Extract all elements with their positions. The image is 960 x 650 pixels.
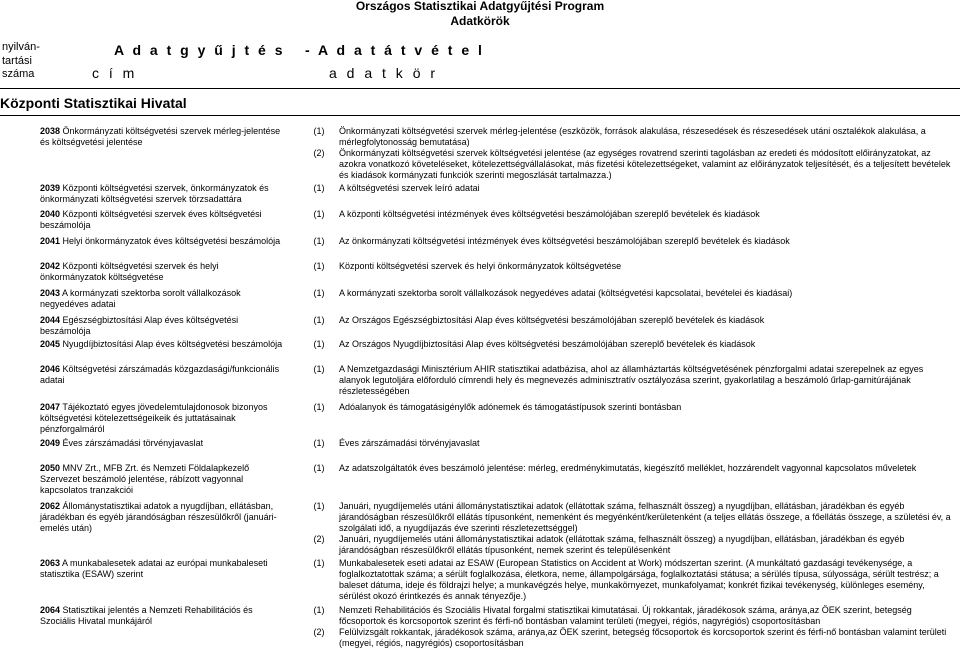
entry-title-text: Statisztikai jelentés a Nemzeti Rehabilitációs és Szociális Hivatal munkájáról: [40, 605, 253, 626]
section-divider: [0, 115, 960, 116]
entry-title-text: MNV Zrt., MFB Zrt. és Nemzeti Földalapkezelő Szervezet beszámoló jelentése, rábízott vagyonnal kapcsolatos tranzakciói: [40, 463, 250, 495]
item-ref-number: (1): [313, 209, 325, 219]
item-ref-number: (2): [313, 627, 325, 637]
entry-title-text: A kormányzati szektorba sorolt vállalkozások negyedéves adatai: [40, 288, 241, 309]
entry-title: [40, 402, 285, 435]
record-number-label-line: tartási: [2, 54, 32, 67]
entry-title-text: Központi költségvetési szervek éves költségvetési beszámolója: [40, 209, 262, 230]
entry-code: 2040: [40, 209, 61, 219]
item-description: A költségvetési szervek leíró adatai: [339, 183, 480, 193]
record-number-label-line: száma: [2, 68, 35, 80]
entry-title-text: Önkormányzati költségvetési szervek mérleg-jelentése és költségvetési jelentése: [40, 126, 281, 147]
item-description: Önkormányzati költségvetési szervek mérleg-jelentése (eszközök, források alakulása, részesedések és részesedések utáni osztalékok alakulása, a mérlegfolytonosság bemutatása): [339, 126, 926, 147]
entry-code: 2039: [40, 183, 61, 193]
entry-title-text: Egészségbiztosítási Alap éves költségvetési beszámolója: [40, 315, 239, 336]
entry-title: [40, 315, 285, 337]
item-ref-number: (1): [313, 501, 325, 511]
item-ref-number: (2): [313, 148, 325, 158]
entry-title-text: Központi költségvetési szervek, önkormányzatok és önkormányzati költségvetési szervek törzsadattára: [40, 183, 269, 204]
entry-code: 2062: [40, 501, 61, 511]
item-ref-number: (1): [313, 261, 325, 271]
entry-title-text: Tájékoztató egyes jövedelemtulajdonosok bizonyos költségvetési kötelezettségeikeik és juttatásainak pénzforgalmáról: [40, 402, 268, 434]
item-description: Önkormányzati költségvetési szervek költségvetési jelentése (az egységes rovatrend szerinti tagolásban az eredeti és módosított előirányzatokat, az azokra vonatkozó követeléseket, kötelezettségvállalásokat, más fizetési kötelezettségeket, valamint az előirányzatok teljesítését, és a teljesített bevételek és kiadások kormányzati funkciók szerinti megoszlását tartalmazza.): [339, 148, 951, 180]
entry-code: 2049: [40, 438, 61, 448]
entry-title-text: Éves zárszámadási törvényjavaslat: [62, 438, 204, 448]
entry-title-text: Állománystatisztikai adatok a nyugdíjban, ellátásban, járadékban és egyéb járandóságban részesülőkről (januári-emelés után): [40, 501, 277, 533]
item-ref-number: (1): [313, 315, 325, 325]
entry-title: [40, 558, 285, 580]
entry-title: [40, 438, 285, 449]
entry-code: 2047: [40, 402, 61, 412]
item-description: Adóalanyok és támogatásigénylők adónemek és támogatástípusok szerinti bontásban: [339, 402, 682, 412]
item-description: A Nemzetgazdasági Minisztérium AHIR statisztikai adatbázisa, ahol az államháztartás költségvetésének pénzforgalmi adatai szerepelnek az egyes alanyok legutoljára előforduló címrendi hely és megnevezés adminisztratív osztályozása szerint, gyakorlatilag a beszámoló űrlap-garnitúrájának részletességében: [339, 364, 924, 396]
item-ref-number: (1): [313, 402, 325, 412]
entry-title-text: Központi költségvetési szervek és helyi önkormányzatok költségvetése: [40, 261, 219, 282]
entry-title: [40, 605, 285, 627]
item-description: Munkabalesetek eseti adatai az ESAW (European Statistics on Accident at Work) módszertan szerint. (A munkáltató gazdasági tevékenysége, a foglalkoztatottak száma; a sérült foglalkozása, életkora, neme, állampolgársága, foglalkoztatási státusa; a sérülés típusa, súlyossága, sérült testrész; a baleset dátuma, ideje és földrajzi helye; a munkavégzés helye, munkakörnyezet, munkafolyamat; konkrét fizikai tevékenység, különleges esemény, sérülést okozó érintkezés és annak tényezője.): [339, 558, 939, 601]
entry-title: [40, 339, 285, 350]
entry-code: 2042: [40, 261, 61, 271]
column-header-collection: A d a t g y ű j t é s: [114, 42, 286, 58]
item-description: Az adatszolgáltatók éves beszámoló jelentése: mérleg, eredménykimutatás, kiegészítő melléklet, hozzárendelt vagyonnal kapcsolatos műveletek: [339, 463, 917, 473]
entry-title: [40, 209, 285, 231]
entry-title: [40, 261, 285, 283]
item-description: Nemzeti Rehabilitációs és Szociális Hivatal forgalmi statisztikai kimutatásai. Új rokkantak, járadékosok száma, aránya,az ÖEK szerint, betegség főcsoportok és korcsoportok szerint és férfi-nő bontásban valamint területi (megyei, régiós, nagyrégiós) csoportosításban: [339, 605, 912, 626]
entry-code: 2063: [40, 558, 61, 568]
record-number-label-line: nyilván-: [2, 41, 40, 53]
entry-title: [40, 236, 285, 247]
entry-title-text: Helyi önkormányzatok éves költségvetési beszámolója: [62, 236, 281, 246]
entry-code: 2041: [40, 236, 61, 246]
entry-title: [40, 463, 285, 496]
item-ref-number: (1): [313, 183, 325, 193]
column-header-data-scope: a d a t k ö r: [329, 65, 439, 81]
column-header-title: c í m: [92, 65, 138, 81]
column-header-delivery: - A d a t á t v é t e l: [305, 42, 485, 58]
entry-code: 2050: [40, 463, 61, 473]
item-ref-number: (1): [313, 364, 325, 374]
item-ref-number: (1): [313, 463, 325, 473]
entry-code: 2046: [40, 364, 61, 374]
item-description: Az Országos Nyugdíjbiztosítási Alap éves költségvetési beszámolójában szereplő bevételek és kiadások: [339, 339, 756, 349]
item-description: Az önkormányzati költségvetési intézmények éves költségvetési beszámolójában szereplő bevételek és kiadások: [339, 236, 790, 246]
entry-title: [40, 183, 285, 205]
item-description: A központi költségvetési intézmények éves költségvetési beszámolójában szereplő bevételek és kiadások: [339, 209, 760, 219]
header-divider: [0, 88, 960, 89]
item-ref-number: (1): [313, 438, 325, 448]
record-number-label: [2, 41, 62, 82]
item-ref-number: (1): [313, 558, 325, 568]
item-ref-number: (1): [313, 288, 325, 298]
item-description: Januári, nyugdíjemelés utáni állománystatisztikai adatok (ellátottak száma, felhasznált összeg) a nyugdíjban, ellátásban, járadékban és egyéb járandóságban részesülőkről ellátás típusonként, nemenként és megyénként/kerületenként (a teljes ellátás összege, a főellátás összege, a születési év, a szolgálati idő, a nyugdíjazás éve szerinti részletezettséggel): [339, 501, 951, 533]
entry-code: 2045: [40, 339, 61, 349]
entry-title: [40, 364, 285, 386]
item-ref-number: (2): [313, 534, 325, 544]
entry-title: [40, 501, 285, 534]
item-description: Központi költségvetési szervek és helyi önkormányzatok költségvetése: [339, 261, 622, 271]
item-ref-number: (1): [313, 236, 325, 246]
entry-title-text: A munkabalesetek adatai az európai munkabaleseti statisztika (ESAW) szerint: [40, 558, 268, 579]
item-description: Januári, nyugdíjemelés utáni állománystatisztikai adatok (ellátottak száma, felhasznált összeg) a nyugdíjban, ellátásban, járadékban és egyéb járandóságban részesülőkről ellátás típusonként, nemek szerint és településenként: [339, 534, 905, 555]
entry-title-text: Költségvetési zárszámadás közgazdasági/funkcionális adatai: [40, 364, 280, 385]
item-ref-number: (1): [313, 339, 325, 349]
entry-code: 2044: [40, 315, 61, 325]
item-description: Az Országos Egészségbiztosítási Alap éves költségvetési beszámolójában szereplő bevételek és kiadások: [339, 315, 765, 325]
entry-title: [40, 288, 285, 310]
item-ref-number: (1): [313, 126, 325, 136]
program-subtitle: Adatkörök: [450, 14, 510, 28]
entry-title-text: Nyugdíjbiztosítási Alap éves költségvetési beszámolója: [62, 339, 283, 349]
program-title: Országos Statisztikai Adatgyűjtési Program: [355, 0, 605, 13]
item-description: Éves zárszámadási törvényjavaslat: [339, 438, 480, 448]
item-description: A kormányzati szektorba sorolt vállalkozások negyedéves adatai (költségvetési kapcsolatai, bevételei és kiadásai): [339, 288, 793, 298]
entry-code: 2043: [40, 288, 61, 298]
item-ref-number: (1): [313, 605, 325, 615]
item-description: Felülvizsgált rokkantak, járadékosok száma, aránya,az ÖEK szerint, betegség főcsoportok és korcsoportok szerint és férfi-nő bontásban valamint területi (megyei, régiós, nagyrégiós) csoportosításban: [339, 627, 947, 648]
entry-title: [40, 126, 285, 148]
section-title: Központi Statisztikai Hivatal: [0, 95, 187, 111]
entry-code: 2064: [40, 605, 61, 615]
entry-code: 2038: [40, 126, 61, 136]
